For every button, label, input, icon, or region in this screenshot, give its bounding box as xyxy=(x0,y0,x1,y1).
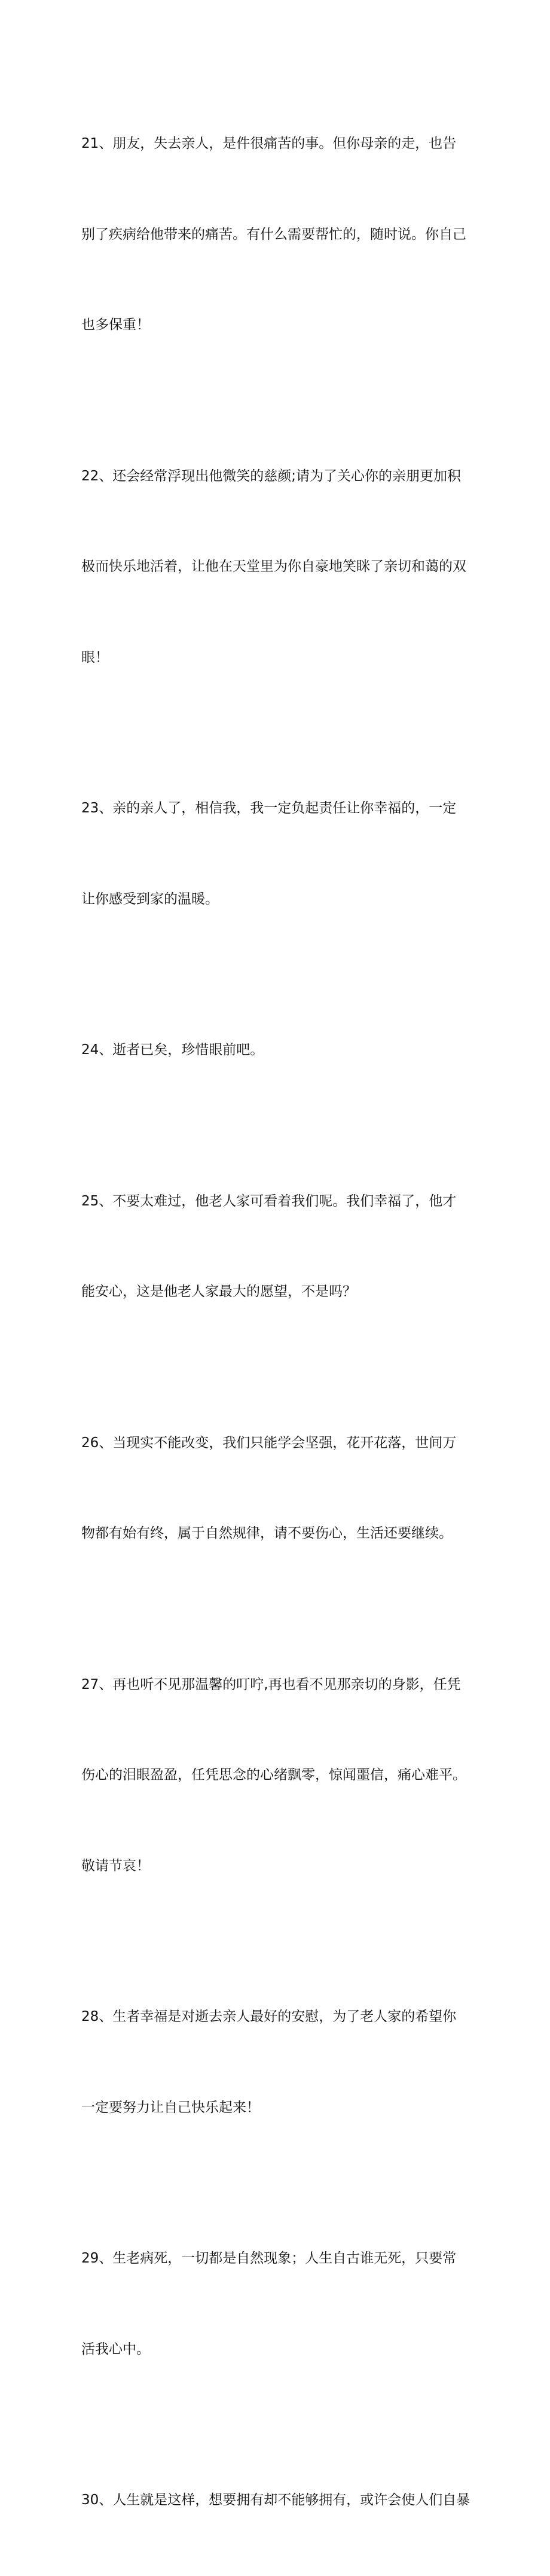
paragraph-26 xyxy=(81,1368,473,1609)
paragraph-22 xyxy=(81,401,473,733)
text-line: 眼！ xyxy=(81,649,109,665)
text-line: 24、逝者已矣，珍惜眼前吧。 xyxy=(81,1042,264,1058)
text-line: 27、再也听不见那温馨的叮咛,再也看不见那亲切的身影，任凭 xyxy=(81,1676,461,1692)
paragraph-24 xyxy=(81,975,473,1126)
paragraph-30 xyxy=(81,2425,473,2576)
text-line: 也多保重！ xyxy=(81,317,150,333)
text-line: 29、生老病死，一切都是自然现象；人生自古谁无死，只要常 xyxy=(81,2251,457,2266)
paragraph-23 xyxy=(81,733,473,975)
document-body xyxy=(81,68,473,2576)
text-line: 21、朋友，失去亲人，是件很痛苦的事。但你母亲的走，也告 xyxy=(81,136,457,151)
paragraph-27 xyxy=(81,1609,473,1942)
paragraph-25 xyxy=(81,1126,473,1368)
text-line: 能安心，这是他老人家最大的愿望，不是吗？ xyxy=(81,1284,356,1299)
text-line: 物都有始有终，属于自然规律，请不要伤心，生活还要继续。 xyxy=(81,1525,453,1541)
paragraph-21 xyxy=(81,68,473,401)
text-line: 伤心的泪眼盈盈，任凭思念的心绪飘零，惊闻噩信，痛心难平。 xyxy=(81,1767,466,1783)
text-line: 28、生者幸福是对逝去亲人最好的安慰，为了老人家的希望你 xyxy=(81,2009,457,2024)
text-line: 活我心中。 xyxy=(81,2341,150,2357)
text-line: 25、不要太难过，他老人家可看着我们呢。我们幸福了，他才 xyxy=(81,1193,457,1209)
text-line: 敬请节哀！ xyxy=(81,1858,150,1874)
text-line: 22、还会经常浮现出他微笑的慈颜;请为了关心你的亲朋更加积 xyxy=(81,468,462,484)
text-line: 极而快乐地活着，让他在天堂里为你自豪地笑眯了亲切和蔼的双 xyxy=(81,559,466,574)
text-line: 30、人生就是这样，想要拥有却不能够拥有，或许会使人们自暴 xyxy=(81,2492,470,2508)
text-line: 一定要努力让自己快乐起来！ xyxy=(81,2099,260,2115)
text-line: 让你感受到家的温暖。 xyxy=(81,891,219,907)
paragraph-28 xyxy=(81,1941,473,2183)
text-line: 别了疾病给他带来的痛苦。有什么需要帮忙的，随时说。你自己 xyxy=(81,226,466,242)
text-line: 26、当现实不能改变，我们只能学会坚强，花开花落，世间万 xyxy=(81,1435,457,1451)
text-line: 23、亲的亲人了，相信我，我一定负起责任让你幸福的，一定 xyxy=(81,800,457,816)
paragraph-29 xyxy=(81,2183,473,2425)
